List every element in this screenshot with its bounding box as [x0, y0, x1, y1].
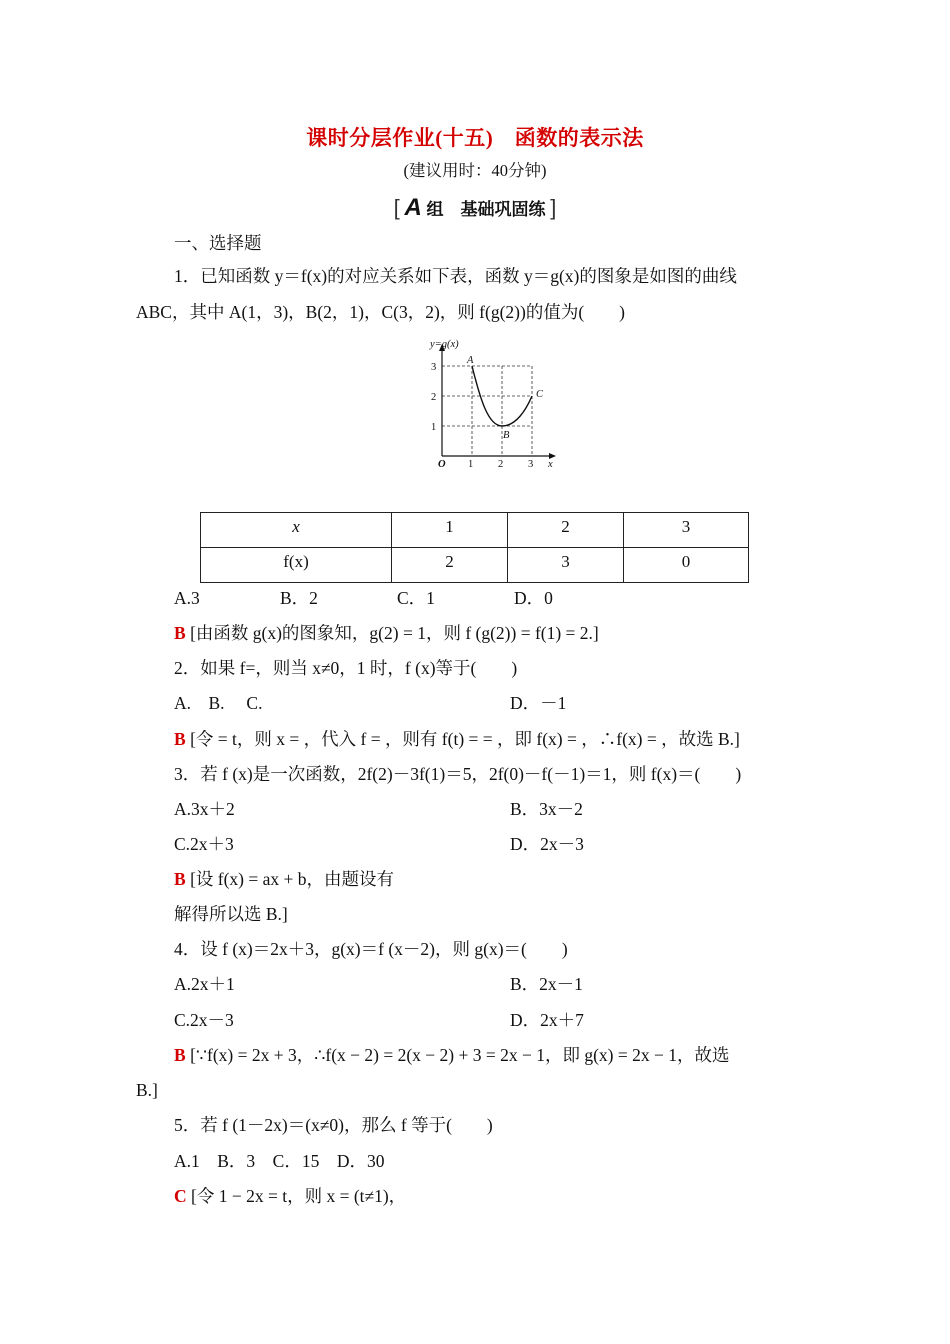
q4-explanation-2: B.] — [136, 1080, 158, 1100]
q1-stem-line2: ABC，其中 A(1，3)，B(2，1)，C(3，2)，则 f(g(2))的值为( ) — [136, 302, 625, 322]
point-b-label: B — [503, 430, 510, 441]
table-cell: x — [201, 513, 392, 548]
y-tick-1: 1 — [431, 422, 437, 433]
group-banner — [0, 194, 950, 222]
q1-graph — [422, 336, 562, 471]
q4-explanation-1: [∵f(x) = 2x + 3，∴f(x − 2) = 2(x − 2) + 3 = 2x − 1，即 g(x) = 2x − 1，故选 — [190, 1045, 730, 1065]
q5-answer: C — [174, 1186, 187, 1206]
q4-option-c: C.2x－3 — [174, 1010, 234, 1030]
point-c-label: C — [536, 389, 544, 400]
point-a-label: A — [467, 355, 474, 366]
table-row — [201, 548, 749, 583]
q3-answer: B — [174, 869, 186, 889]
q1-stem-line1: 1．已知函数 y＝f(x)的对应关系如下表，函数 y＝g(x)的图象是如图的曲线 — [174, 266, 737, 286]
table-cell: 3 — [624, 513, 749, 548]
table-row — [201, 513, 749, 548]
section-heading: 一、选择题 — [174, 233, 262, 253]
y-tick-3: 3 — [431, 362, 437, 373]
graph-origin: O — [438, 459, 446, 470]
q4-answer: B — [174, 1045, 186, 1065]
q2-solution — [174, 727, 740, 751]
q4-option-d: D．2x＋7 — [510, 1010, 584, 1030]
q1-answer: B — [174, 623, 186, 643]
q5-options: A.1 B．3 C．15 D．30 — [174, 1151, 385, 1171]
graph-ylabel: y=g(x) — [430, 339, 459, 350]
q1-option-a: A.3 — [174, 588, 200, 608]
table-cell: f(x) — [201, 548, 392, 583]
x-tick-3: 3 — [528, 459, 534, 470]
q3-explanation-2: 解得所以选 B.] — [174, 904, 288, 924]
q5-stem: 5．若 f (1－2x)＝(x≠0)，那么 f 等于( ) — [174, 1115, 493, 1135]
q4-stem: 4．设 f (x)＝2x＋3，g(x)＝f (x－2)，则 g(x)＝( ) — [174, 939, 568, 959]
q1-solution — [174, 621, 599, 645]
y-tick-2: 2 — [431, 392, 437, 403]
q1-option-d: D．0 — [514, 588, 553, 608]
q2-answer: B — [174, 729, 186, 749]
q2-explanation: [令 = t，则 x = ，代入 f = ，则有 f(t) = = ，即 f(x) = ，∴f(x) = ，故选 B.] — [190, 729, 740, 749]
q3-solution — [174, 867, 394, 891]
table-cell: 2 — [392, 548, 508, 583]
suggested-time: (建议用时：40分钟) — [403, 161, 547, 180]
x-tick-1: 1 — [468, 459, 474, 470]
q2-stem: 2．如果 f=，则当 x≠0，1 时，f (x)等于( ) — [174, 658, 518, 678]
q2-option-d: D．－1 — [510, 693, 567, 713]
q1-explanation: [由函数 g(x)的图象知，g(2) = 1，则 f (g(2)) = f(1) = 2.] — [190, 623, 599, 643]
q5-explanation: [令 1 − 2x = t，则 x = (t≠1)， — [191, 1186, 407, 1206]
q1-option-b: B．2 — [280, 588, 318, 608]
q4-option-b: B．2x－1 — [510, 974, 583, 994]
bracket-right: ] — [550, 195, 557, 220]
q4-option-a: A.2x＋1 — [174, 974, 235, 994]
x-tick-2: 2 — [498, 459, 504, 470]
q5-solution — [174, 1184, 406, 1208]
q3-option-d: D．2x－3 — [510, 834, 584, 854]
group-letter: A — [404, 194, 422, 221]
bracket-left: [ — [393, 195, 400, 220]
table-cell: 1 — [392, 513, 508, 548]
q3-stem: 3．若 f (x)是一次函数，2f(2)－3f(1)＝5，2f(0)－f(－1)＝1，则 f(x)＝( ) — [174, 764, 742, 784]
q3-option-c: C.2x＋3 — [174, 834, 234, 854]
table-cell: 3 — [508, 548, 624, 583]
q3-option-b: B．3x－2 — [510, 799, 583, 819]
q1-option-c: C．1 — [397, 588, 435, 608]
page-title: 课时分层作业(十五) 函数的表示法 — [306, 126, 644, 150]
q4-solution — [174, 1043, 730, 1067]
q2-options-abc: A. B. C. — [174, 693, 263, 713]
graph-xlabel: x — [548, 459, 553, 470]
q1-fx-table — [200, 512, 749, 583]
q3-option-a: A.3x＋2 — [174, 799, 235, 819]
q3-explanation-1: [设 f(x) = ax + b，由题设有 — [190, 869, 395, 889]
group-text: 组 基础巩固练 — [426, 200, 546, 219]
table-cell: 0 — [624, 548, 749, 583]
table-cell: 2 — [508, 513, 624, 548]
